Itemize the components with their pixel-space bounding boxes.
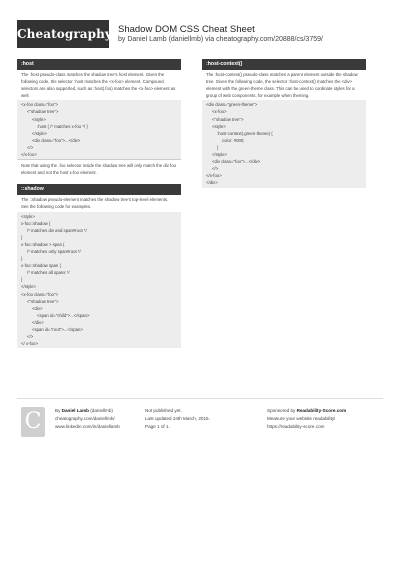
- code-line: x-foo::shadow > span {: [21, 241, 65, 247]
- code-line: </>: [27, 334, 34, 340]
- code-line: :host { /* matches x-foo */ }: [37, 123, 88, 129]
- left-column: [17, 59, 181, 354]
- page-count: Page 1 of 1.: [145, 424, 170, 429]
- code-line: <div class="foo">...</div>: [32, 137, 81, 143]
- code-block: [17, 100, 181, 159]
- footer-author: [55, 407, 120, 431]
- code-line: <x-foo class="foo">: [21, 291, 59, 297]
- section-body: [202, 70, 366, 188]
- section-description: The :host pseudo-class matches the shadow tree's host element. Given the following code, the selector :host matches the <x-foo> element. Compound selectors are also supported, such as :host(.foo) matches the <x-foo> element as well.: [17, 70, 181, 100]
- footer-publish-info: [145, 407, 210, 431]
- code-line: <style>: [32, 116, 46, 122]
- code-line: </x-foo>: [206, 173, 222, 179]
- code-line: <div>: [32, 305, 43, 311]
- section-body: [17, 195, 181, 348]
- page-footer: [17, 398, 383, 438]
- code-line: /* matches only span#root */: [27, 248, 81, 254]
- sponsor-tagline: Measure your website readability!: [267, 416, 336, 421]
- section-title: ::shadow: [17, 184, 181, 195]
- code-line: <x-foo class="foo">: [21, 102, 59, 108]
- section-body: [17, 70, 181, 178]
- code-line: }: [21, 234, 23, 240]
- sponsor-url-link[interactable]: https://readability-score.com: [267, 424, 325, 429]
- published-status: Not published yet.: [145, 408, 182, 413]
- code-line: <style>: [212, 123, 226, 129]
- right-column: [202, 59, 366, 194]
- footer-sponsor: [267, 407, 346, 431]
- page-title: Shadow DOM CSS Cheat Sheet: [118, 24, 255, 35]
- code-line: <x-foo>: [212, 109, 227, 115]
- code-line: </ x-foo>: [21, 341, 38, 347]
- code-line: }: [21, 277, 23, 283]
- code-block: [17, 212, 181, 349]
- author-profile-link[interactable]: cheatography.com/daniellmb/: [55, 416, 115, 421]
- last-updated: Last updated 24th March, 2015.: [145, 416, 210, 421]
- code-line: <span id="child">...</span>: [37, 312, 90, 318]
- cheatography-c-logo[interactable]: C: [21, 407, 45, 437]
- sponsor-name-link[interactable]: Readability-Score.com: [296, 408, 347, 413]
- code-line: x-foo::shadow span {: [21, 263, 61, 269]
- author-handle: (daniellmb): [88, 408, 113, 413]
- page-header: [0, 0, 400, 60]
- section-description: The ::shadow pseudo-element matches the shadow tree's top-level elements. See the following code for examples.: [17, 195, 181, 211]
- via-text: via: [203, 36, 217, 43]
- code-line: color: #000;: [222, 137, 245, 143]
- code-line: </style>: [32, 130, 48, 136]
- code-line: /* matches div and span#root */: [27, 227, 87, 233]
- page-subtitle: [118, 36, 323, 43]
- section-title: :host-context(): [202, 59, 366, 70]
- code-line: <span id="root">...</span>: [32, 327, 83, 332]
- code-line: </style>: [212, 152, 228, 158]
- author-linkedin-link[interactable]: www.linkedin.com/in/daniellamb: [55, 424, 120, 429]
- author-line: [55, 407, 120, 415]
- code-line: <"shadow tree">: [27, 109, 59, 115]
- code-line: /* matches all spans */: [27, 270, 70, 276]
- section-title: :host: [17, 59, 181, 70]
- sheet-url-link[interactable]: cheatography.com/20888/cs/3759/: [216, 36, 323, 43]
- code-line: }: [217, 144, 219, 150]
- author-byline[interactable]: by Daniel Lamb (daniellmb): [118, 36, 204, 43]
- code-line: <div class="green-theme">: [206, 102, 258, 108]
- code-line: <style>: [21, 213, 35, 219]
- code-line: <"shadow tree">: [27, 298, 59, 304]
- code-line: </div>: [206, 180, 218, 186]
- sponsor-line: [267, 407, 346, 415]
- code-line: </style>: [21, 284, 37, 290]
- section-note: Note that using the .foo selector inside the shadow tree will only match the div foo element and not the host x-foo element.: [17, 159, 181, 178]
- by-text: By: [55, 408, 62, 413]
- shadow-section: [17, 184, 181, 348]
- code-line: }: [21, 256, 23, 262]
- code-block: [202, 100, 366, 187]
- section-description: The :host-context() pseudo-class matches a parent element outside the shadow tree. Given the following code, the selector :host-context() matches the <div> element with the green-theme class. This can be used to cordinate styles for a group of web components, for example when theming.: [202, 70, 366, 100]
- host-section: [17, 59, 181, 178]
- code-line: </x-foo>: [21, 152, 37, 158]
- code-line: x-foo::shadow {: [21, 220, 51, 226]
- code-line: <"shadow tree">: [212, 116, 244, 122]
- code-line: </>: [27, 144, 34, 150]
- code-line: :host-context(.green-theme) {: [217, 130, 273, 136]
- code-line: </>: [212, 166, 219, 172]
- host-context-section: [202, 59, 366, 188]
- code-line: <div class="foo">...</div>: [212, 159, 261, 165]
- sponsored-by-text: Sponsored by: [267, 408, 297, 413]
- author-name-link[interactable]: Daniel Lamb: [61, 408, 89, 413]
- cheatography-logo[interactable]: Cheatography: [17, 20, 109, 48]
- code-line: </div>: [32, 319, 44, 325]
